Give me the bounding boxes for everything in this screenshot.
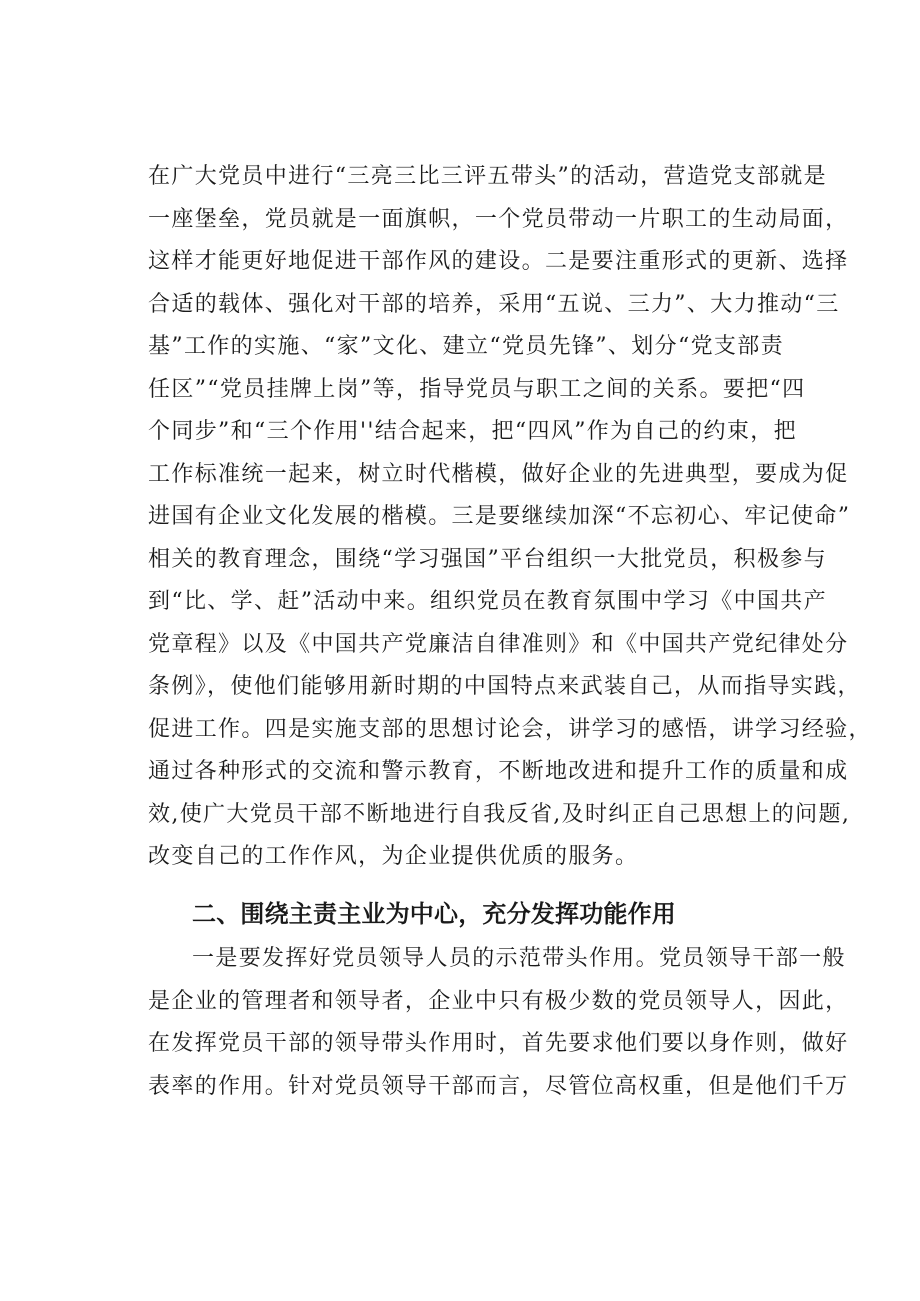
text-line: 表率的作用。针对党员领导干部而言，尽管位高权重，但是他们千万 — [148, 1073, 849, 1099]
text-line: 工作标准统一起来，树立时代楷模，做好企业的先进典型，要成为促 — [148, 461, 849, 487]
text-line: 是企业的管理者和领导者，企业中只有极少数的党员领导人，因此， — [148, 988, 849, 1014]
paragraph-2 — [148, 938, 849, 1108]
text-line: 党章程》以及《中国共产党廉洁自律准则》和《中国共产党纪律处分 — [148, 631, 849, 657]
text-line: 一是要发挥好党员领导人员的示范带头作用。党员领导干部一般 — [192, 946, 846, 971]
text-line: 一座堡垒，党员就是一面旗帜，一个党员带动一片职工的生动局面， — [148, 206, 849, 232]
text-line: 在发挥党员干部的领导带头作用时，首先要求他们要以身作则，做好 — [148, 1031, 849, 1056]
paragraph-1 — [148, 156, 872, 879]
text-line: 通过各种形式的交流和警示教育，不断地改进和提升工作的质量和成 — [148, 759, 849, 784]
text-line: 基”工作的实施、“家”文化、建立“党员先锋”、划分“党支部责 — [148, 334, 784, 359]
text-line: 个同步”和“三个作用''结合起来，把“四风”作为自己的约束，把 — [148, 419, 797, 444]
text-line: 相关的教育理念，围绕“学习强国”平台组织一大批党员，积极参与 — [148, 546, 827, 572]
section-heading-block — [148, 890, 800, 938]
text-line: 在广大党员中进行“三亮三比三评五带头”的活动，营造党支部就是 — [148, 164, 827, 189]
text-line: 促进工作。四是实施支部的思想讨论会，讲学习的感悟，讲学习经验， — [148, 716, 872, 742]
text-line: 任区”“党员挂牌上岗”等，指导党员与职工之间的关系。要把“四 — [148, 376, 806, 402]
text-line: 效,使广大党员干部不断地进行自我反省,及时纠正自己思想上的问题, — [148, 801, 851, 827]
text-line: 条例》，使他们能够用新时期的中国特点来武装自己，从而指导实践， — [148, 674, 861, 699]
text-line: 这样才能更好地促进干部作风的建设。二是要注重形式的更新、选择 — [148, 249, 849, 274]
text-line: 合适的载体、强化对干部的培养，采用“五说、三力”、大力推动“三 — [148, 291, 840, 317]
section-heading: 二、围绕主责主业为中心，充分发挥功能作用 — [192, 900, 676, 928]
text-line: 进国有企业文化发展的楷模。三是要继续加深“不忘初心、牢记使命” — [148, 504, 851, 529]
text-line: 改变自己的工作作风，为企业提供优质的服务。 — [148, 844, 639, 869]
text-line: 到“比、学、赶”活动中来。组织党员在教育氛围中学习《中国共产 — [148, 589, 827, 614]
